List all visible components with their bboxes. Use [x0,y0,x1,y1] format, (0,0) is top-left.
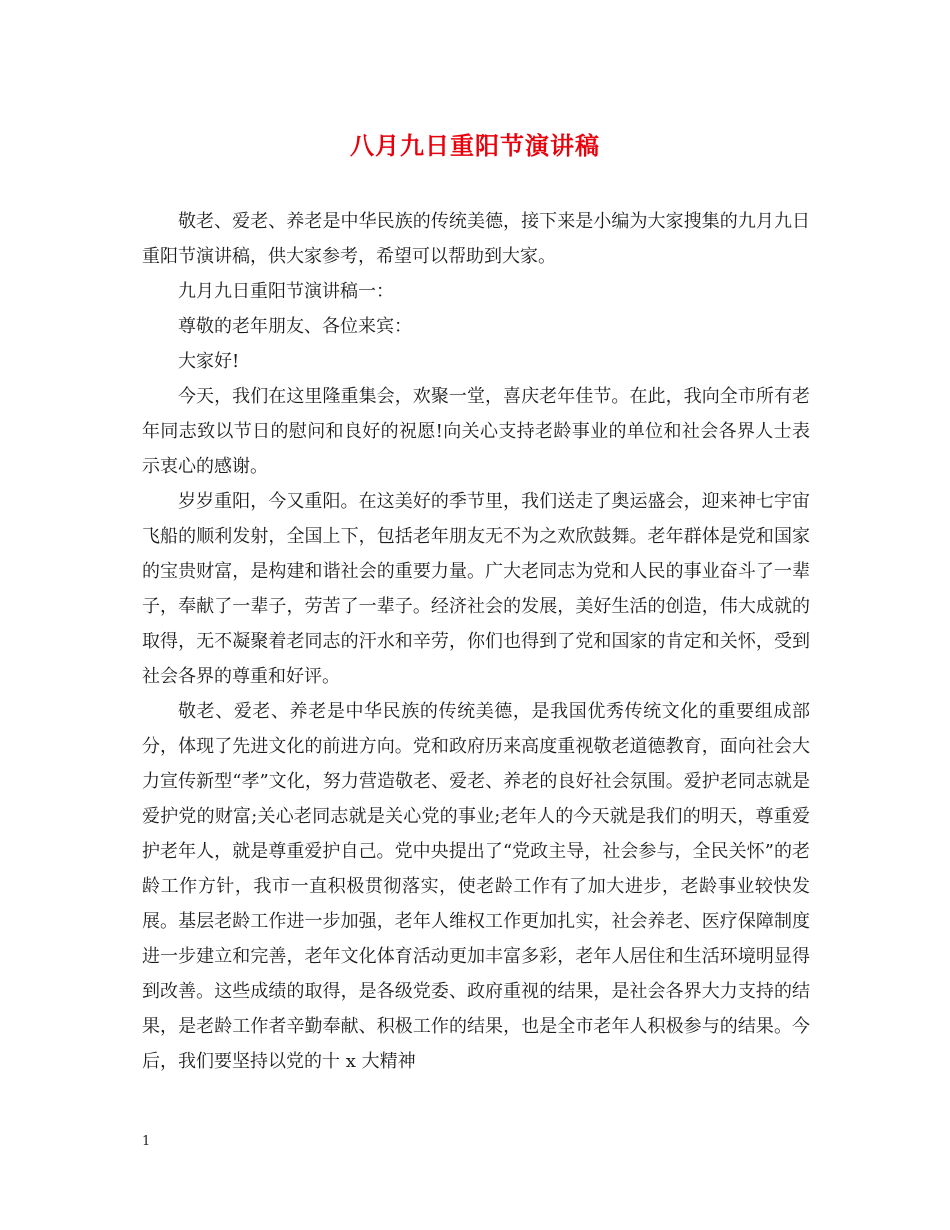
paragraph-salutation: 尊敬的老年朋友、各位来宾： [178,316,412,337]
page-number: 1 [142,1134,151,1149]
paragraph-body-3: 敬老、爱老、养老是中华民族的传统美德，是我国优秀传统文化的重要组成部分，体现了先进文化的前进方向。党和政府历来高度重视敬老道德教育，面向社会大力宣传新型“孝”文化，努力营造敬老、爱老、养老的良好社会氛围。爱护老同志就是爱护党的财富;关心老同志就是关心党的事业;老年人的今天就是我们的明天，尊重爱护老年人，就是尊重爱护自己。党中央提出了“党政主导，社会参与，全民关怀”的老龄工作方针，我市一直积极贯彻落实，使老龄工作有了加大进步，老龄事业较快发展。基层老龄工作进一步加强，老年人维权工作更加扎实，社会养老、医疗保障制度进一步建立和完善，老年文化体育活动更加丰富多彩，老年人居住和生活环境明显得到改善。这些成绩的取得，是各级党委、政府重视的结果，是社会各界大力支持的结果，是老龄工作者辛勤奉献、积极工作的结果，也是全市老年人积极参与的结果。今后，我们要坚持以党的十 x 大精神 [142,701,810,1072]
paragraph-body-1: 今天，我们在这里隆重集会，欢聚一堂，喜庆老年佳节。在此，我向全市所有老年同志致以节日的慰问和良好的祝愿!向关心支持老龄事业的单位和社会各界人士表示衷心的感谢。 [142,386,810,477]
paragraph-greeting: 大家好! [178,351,240,372]
paragraph-body-2: 岁岁重阳，今又重阳。在这美好的季节里，我们送走了奥运盛会，迎来神七宇宙飞船的顺利发射，全国上下，包括老年朋友无不为之欢欣鼓舞。老年群体是党和国家的宝贵财富，是构建和谐社会的重要力量。广大老同志为党和人民的事业奋斗了一辈子，奉献了一辈子，劳苦了一辈子。经济社会的发展，美好生活的创造，伟大成就的取得，无不凝聚着老同志的汗水和辛劳，你们也得到了党和国家的肯定和关怀，受到社会各界的尊重和好评。 [142,491,810,687]
document-body [142,204,810,1079]
document-title: 八月九日重阳节演讲稿 [350,131,600,160]
paragraph-intro: 敬老、爱老、养老是中华民族的传统美德，接下来是小编为大家搜集的九月九日重阳节演讲稿，供大家参考，希望可以帮助到大家。 [142,211,810,267]
paragraph-speech-heading: 九月九日重阳节演讲稿一： [178,281,394,302]
